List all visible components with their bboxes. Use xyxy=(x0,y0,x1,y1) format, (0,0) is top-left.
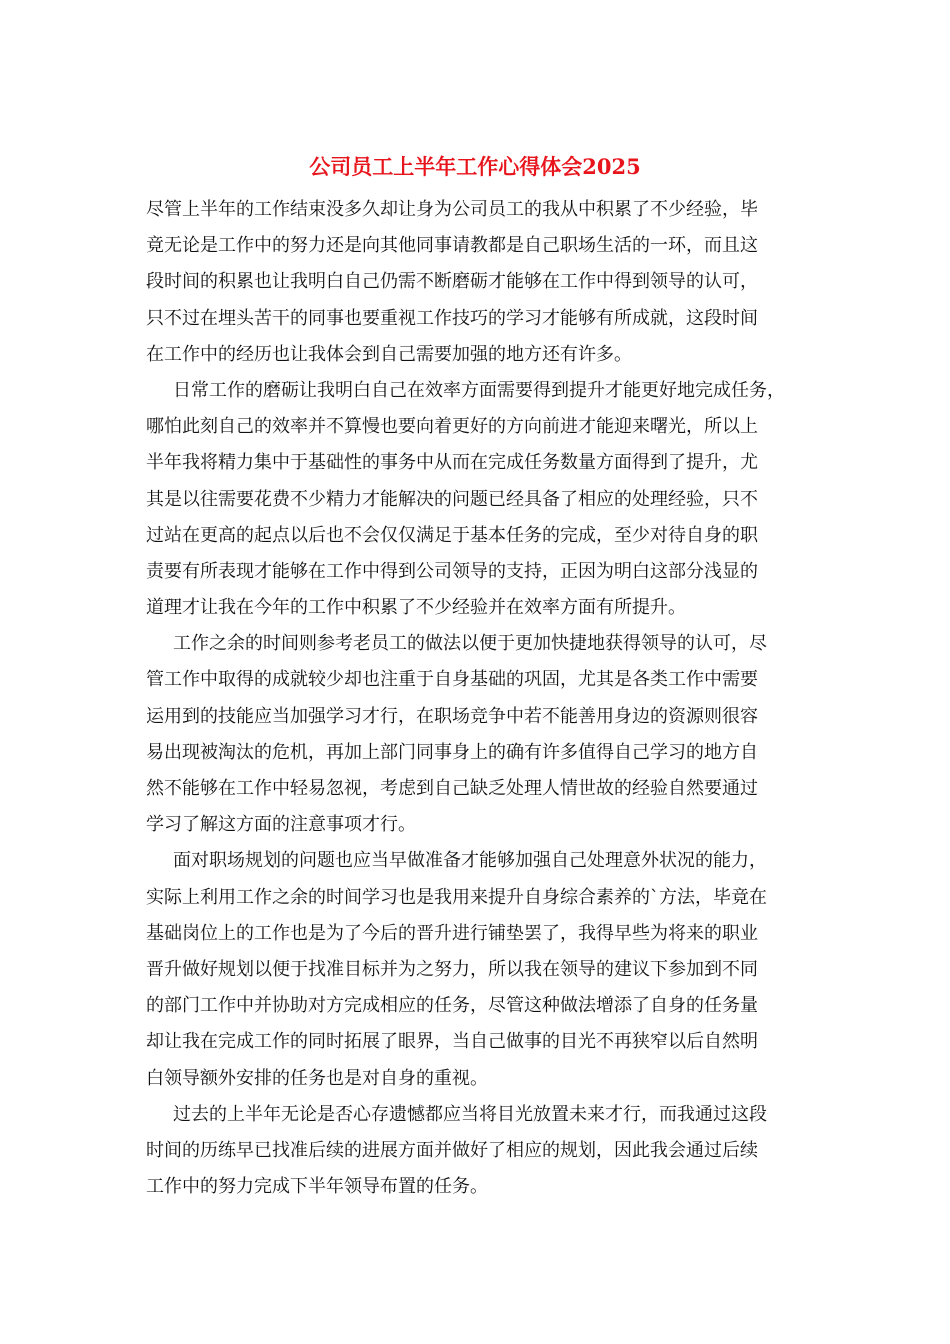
paragraph xyxy=(146,843,826,1096)
paragraph-line: 道理才让我在今年的工作中积累了不少经验并在效率方面有所提升。 xyxy=(146,597,686,619)
paragraph xyxy=(146,1097,826,1206)
paragraph-line: 尽管上半年的工作结束没多久却让身为公司员工的我从中积累了不少经验，毕 xyxy=(146,199,758,220)
document-body xyxy=(146,192,826,1205)
paragraph-line: 基础岗位上的工作也是为了今后的晋升进行铺垫罢了，我得早些为将来的职业 xyxy=(146,922,758,944)
paragraph-line: 段时间的积累也让我明白自己仍需不断磨砺才能够在工作中得到领导的认可， xyxy=(146,271,758,293)
paragraph-line: 易出现被淘汰的危机，再加上部门同事身上的确有许多值得自己学习的地方自 xyxy=(146,741,758,763)
paragraph-line: 在工作中的经历也让我体会到自己需要加强的地方还有许多。 xyxy=(146,343,632,365)
paragraph-line: 面对职场规划的问题也应当早做准备才能够加强自己处理意外状况的能力， xyxy=(173,850,767,872)
paragraph xyxy=(146,192,826,373)
paragraph-line: 哪怕此刻自己的效率并不算慢也要向着更好的方向前进才能迎来曙光，所以上 xyxy=(146,416,758,438)
paragraph-line: 实际上利用工作之余的时间学习也是我用来提升自身综合素养的`方法，毕竟在 xyxy=(146,886,767,908)
paragraph-line: 工作之余的时间则参考老员工的做法以便于更加快捷地获得领导的认可，尽 xyxy=(173,633,767,655)
paragraph-line: 过站在更高的起点以后也不会仅仅满足于基本任务的完成，至少对待自身的职 xyxy=(146,524,758,546)
paragraph-line: 日常工作的磨砺让我明白自己在效率方面需要得到提升才能更好地完成任务， xyxy=(173,379,785,401)
paragraph xyxy=(146,373,826,626)
paragraph-line: 却让我在完成工作的同时拓展了眼界，当自己做事的目光不再狭窄以后自然明 xyxy=(146,1031,758,1053)
paragraph-line: 运用到的技能应当加强学习才行，在职场竞争中若不能善用身边的资源则很容 xyxy=(146,705,758,727)
paragraph-line: 晋升做好规划以便于找准目标并为之努力，所以我在领导的建议下参加到不同 xyxy=(146,958,758,980)
paragraph-line: 半年我将精力集中于基础性的事务中从而在完成任务数量方面得到了提升，尤 xyxy=(146,452,758,474)
paragraph-line: 白领导额外安排的任务也是对自身的重视。 xyxy=(146,1067,488,1089)
paragraph-line: 时间的历练早已找准后续的进展方面并做好了相应的规划，因此我会通过后续 xyxy=(146,1139,758,1161)
paragraph-line: 工作中的努力完成下半年领导布置的任务。 xyxy=(146,1176,488,1198)
paragraph-line: 其是以往需要花费不少精力才能解决的问题已经具备了相应的处理经验，只不 xyxy=(146,488,758,510)
paragraph xyxy=(146,626,826,843)
paragraph-line: 竟无论是工作中的努力还是向其他同事请教都是自己职场生活的一环，而且这 xyxy=(146,235,758,257)
paragraph-line: 的部门工作中并协助对方完成相应的任务，尽管这种做法增添了自身的任务量 xyxy=(146,995,758,1017)
document-title: 公司员工上半年工作心得体会2025 xyxy=(309,154,641,179)
paragraph-line: 只不过在埋头苦干的同事也要重视工作技巧的学习才能够有所成就，这段时间 xyxy=(146,307,758,329)
paragraph-line: 过去的上半年无论是否心存遗憾都应当将目光放置未来才行，而我通过这段 xyxy=(173,1103,767,1125)
paragraph-line: 责要有所表现才能够在工作中得到公司领导的支持，正因为明白这部分浅显的 xyxy=(146,560,758,582)
paragraph-line: 学习了解这方面的注意事项才行。 xyxy=(146,814,416,836)
paragraph-line: 管工作中取得的成就较少却也注重于自身基础的巩固，尤其是各类工作中需要 xyxy=(146,669,758,691)
paragraph-line: 然不能够在工作中轻易忽视，考虑到自己缺乏处理人情世故的经验自然要通过 xyxy=(146,778,758,799)
